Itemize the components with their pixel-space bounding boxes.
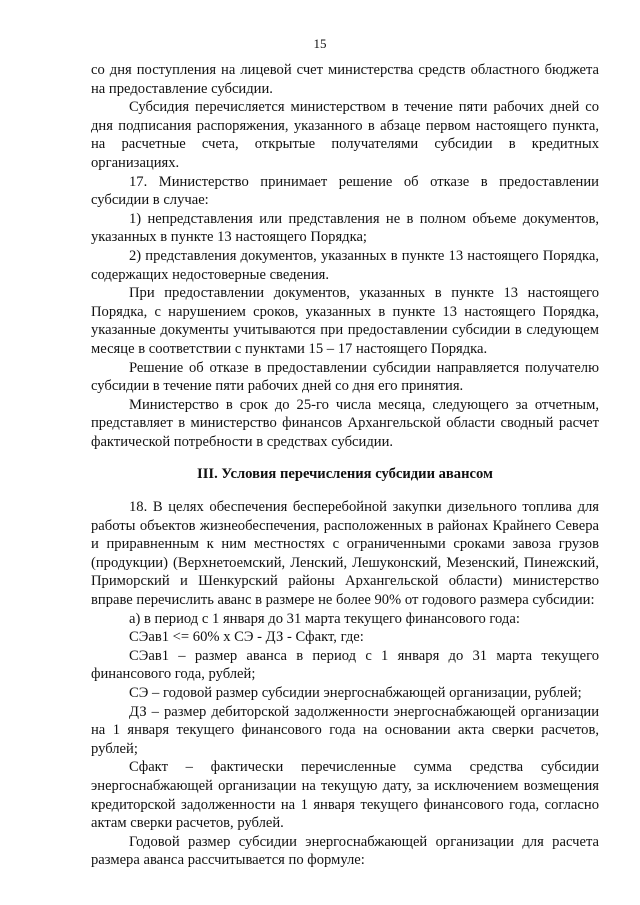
- paragraph-refusal-notice: Решение об отказе в предоставлении субсидии направляется получателю субсидии в течение пяти рабочих дней со дня его принятия.: [91, 359, 599, 395]
- definition-seav1: СЭав1 – размер аванса в период с 1 января до 31 марта текущего финансового года, рублей;: [91, 647, 599, 683]
- paragraph-ministry-report: Министерство в срок до 25-го числа месяца, следующего за отчетным, представляет в министерство финансов Архангельской области сводный расчет фактической потребности в средствах субсидии.: [91, 396, 599, 450]
- paragraph-annual-size: Годовой размер субсидии энергоснабжающей организации для расчета размера аванса рассчитывается по формуле:: [91, 833, 599, 869]
- page-number: 15: [313, 36, 327, 51]
- definition-sfakt: Сфакт – фактически перечисленные сумма средства субсидии энергоснабжающей организации на текущую дату, за исключением возмещения кредиторской задолженности на 1 января текущего финансового года, согласно актам сверки расчетов, рублей.: [91, 759, 599, 832]
- paragraph-item-18-a: а) в период с 1 января до 31 марта текущего финансового года:: [129, 610, 520, 627]
- section-heading: III. Условия перечисления субсидии авансом: [197, 466, 493, 483]
- formula-advance: СЭав1 <= 60% х СЭ - ДЗ - Сфакт, где:: [129, 629, 364, 646]
- paragraph-subsidy-transfer: Субсидия перечисляется министерством в течение пяти рабочих дней со дня подписания распоряжения, указанного в абзаце первом настоящего пункта, на расчетные счета, открытые получателями субсидии в кредитных организациях.: [91, 99, 599, 171]
- paragraph-item-17-1: 1) непредставления или представления не в полном объеме документов, указанных в пункте 13 настоящего Порядка;: [91, 210, 599, 246]
- definition-dz: ДЗ – размер дебиторской задолженности энергоснабжающей организации на 1 января текущего финансового года на основании акта сверки расчетов, рублей;: [91, 703, 599, 757]
- paragraph-late-documents: При предоставлении документов, указанных в пункте 13 настоящего Порядка, с нарушением сроков, указанных в пункте 13 настоящего Порядка, указанные документы учитываются при предоставлении субсидии в следующем месяце в соответствии с пунктами 15 – 17 настоящего Порядка.: [91, 285, 599, 357]
- paragraph-item-17-2: 2) представления документов, указанных в пункте 13 настоящего Порядка, содержащих недостоверные сведения.: [91, 247, 599, 283]
- paragraph-continuation: со дня поступления на лицевой счет министерства средств областного бюджета на предоставление субсидии.: [91, 62, 599, 97]
- paragraph-item-18: 18. В целях обеспечения бесперебойной закупки дизельного топлива для работы объектов жизнеобеспечения, расположенных в районах Крайнего Севера и приравненным к ним местностях с ограниченными сроками завоза грузов (продукции) (Верхнетоемский, Ленский, Лешуконский, Мезенский, Пинежский, Приморский и Шенкурский районы Архангельской области) министерство вправе перечислить аванс в размере не более 90% от годового размера субсидии:: [91, 499, 599, 609]
- definition-se: СЭ – годовой размер субсидии энергоснабжающей организации, рублей;: [129, 685, 582, 701]
- paragraph-item-17: 17. Министерство принимает решение об отказе в предоставлении субсидии в случае:: [91, 173, 599, 209]
- document-body: [91, 61, 599, 870]
